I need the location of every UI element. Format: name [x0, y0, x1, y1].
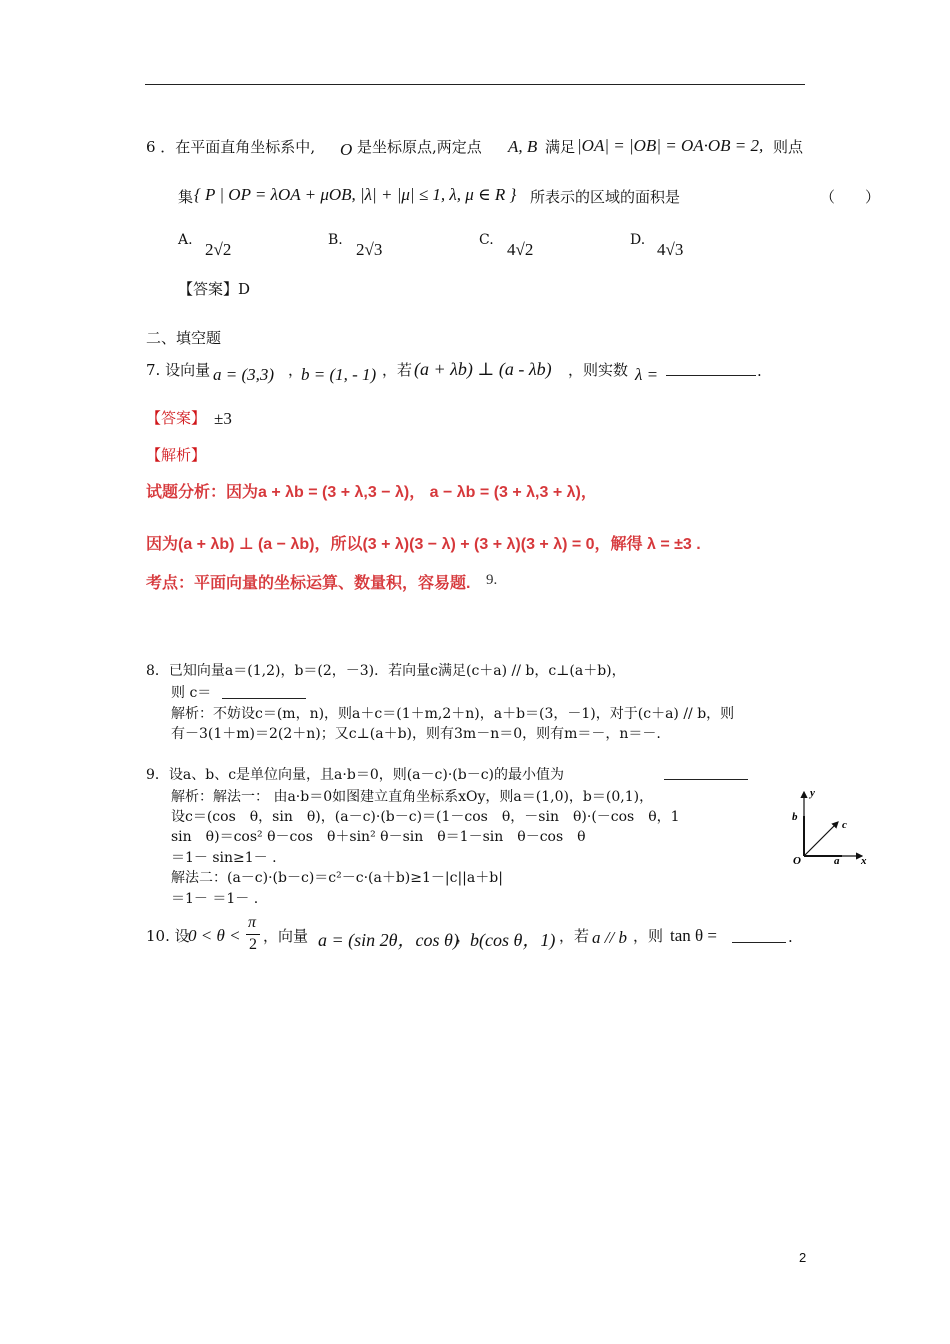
page-number: 2 — [799, 1250, 807, 1265]
q7-analysis-line-1: 试题分析：因为a + λb = (3 + λ,3 − λ)， a − λb = (3 + λ,3 + λ)， — [146, 484, 597, 501]
q10-two: 2 — [249, 936, 257, 953]
q6-answer: 【答案】D — [178, 280, 251, 298]
q9-answer-blank — [664, 778, 748, 780]
q6-option-c-value: 4√2 — [507, 240, 534, 259]
vector-c-arrow — [804, 822, 838, 856]
q10-tan: tan θ = — [670, 926, 717, 945]
q7-vector-b: b = (1, - 1) — [301, 365, 377, 384]
q8-line-4: 有－3(1＋m)＝2(2＋n)；又c⊥(a＋b)，则有3m－n＝0，则有m＝－，n＝－. — [171, 726, 661, 742]
q10-range: 0 < θ < — [188, 926, 241, 945]
q7-vector-a: a = (3,3) — [213, 365, 275, 384]
fig-label-y: y — [810, 787, 815, 799]
q10-period: . — [788, 928, 793, 946]
q7-answer-label: 【答案】 — [146, 409, 207, 427]
q7-analysis-line-3: 考点：平面向量的坐标运算、数量积，容易题. — [146, 575, 471, 592]
q9-line-6: 解法二：(a－c)·(b－c)＝c²－c·(a＋b)≥1－|c||a＋b| — [171, 870, 503, 886]
q6-text-4: 则点 — [773, 138, 804, 156]
q10-fraction-bar — [246, 934, 260, 935]
q7-analysis-label: 【解析】 — [146, 446, 207, 464]
q9-line-3: 设c＝(cos θ，sin θ)，(a－c)·(b－c)＝(1－cos θ，－sin θ)·(－cos θ，1 — [171, 809, 680, 825]
q7-analysis-tail: 9. — [486, 572, 498, 588]
header-rule — [145, 84, 805, 85]
fig-label-a: a — [834, 855, 840, 866]
q7-text-2: ，若 — [382, 361, 413, 379]
section-2-heading: 二、填空题 — [146, 329, 222, 347]
q7-condition: (a + λb) ⊥ (a - λb) — [414, 359, 552, 379]
q6-set: { P | OP = λOA + μOB, |λ| + |μ| ≤ 1, λ, μ ∈ R } — [194, 185, 517, 204]
q9-line-4: sin θ)＝cos² θ－cos θ＋sin² θ－sin θ＝1－sin θ－cos θ — [171, 829, 586, 845]
q10-vector-b: b(cos θ，1) — [470, 930, 556, 950]
q10-text-2: ，向量 — [263, 927, 309, 945]
q8-line-1: 8．已知向量a＝(1,2)，b＝(2，－3)．若向量c满足(c＋a) // b，c⊥(a＋b)， — [146, 663, 626, 679]
q6-option-b-label: B. — [328, 232, 343, 248]
q6-text-5: 集 — [178, 188, 194, 206]
q10-comma: ， — [456, 927, 472, 945]
q6-text-2: 是坐标原点,两定点 — [357, 138, 482, 156]
q7-text-3: ，则实数 — [568, 361, 629, 379]
q6-option-b-value: 2√3 — [356, 240, 383, 259]
q7-lambda: λ = — [635, 365, 659, 384]
q7-answer-blank — [666, 374, 756, 376]
q7-answer-value: ±3 — [214, 409, 232, 428]
fig-label-o: O — [793, 855, 801, 866]
q10-parallel: a // b — [592, 928, 627, 947]
q6-option-a-label: A. — [178, 232, 193, 248]
fig-label-c: c — [842, 819, 847, 831]
q6-points: A, B — [508, 137, 538, 156]
fig-label-x: x — [861, 855, 867, 866]
q9-line-2: 解析：解法一： 由a·b＝0如图建立直角坐标系xOy，则a＝(1,0)，b＝(0,1)， — [171, 789, 654, 805]
q7-text-1: 7. 设向量 — [146, 361, 211, 379]
q10-answer-blank — [732, 941, 786, 943]
q10-text-4: ，则 — [633, 927, 664, 945]
q10-vector-a: a = (sin 2θ，cos θ) — [318, 930, 459, 950]
q9-line-1: 9．设a、b、c是单位向量，且a·b＝0，则(a－c)·(b－c)的最小值为 — [146, 767, 565, 783]
q6-origin: O — [340, 140, 353, 159]
q6-text-6: 所表示的区域的面积是 — [530, 188, 681, 206]
fig-label-b: b — [792, 811, 798, 823]
q9-line-5: ＝1－ sin≥1－ . — [171, 850, 277, 866]
q10-text-1: 10. 设 — [146, 927, 190, 945]
q7-period: . — [757, 362, 762, 380]
q10-text-3: ，若 — [559, 927, 590, 945]
q6-text-1: 6 ．在平面直角坐标系中, — [146, 138, 316, 156]
q7-comma: ， — [288, 361, 304, 379]
q6-paren: （ ） — [820, 188, 881, 206]
q6-option-d-label: D. — [630, 232, 646, 248]
q6-option-c-label: C. — [479, 232, 494, 248]
q6-option-d-value: 4√3 — [657, 240, 684, 259]
q8-line-2: 则 c＝ — [171, 685, 212, 701]
q8-line-3: 解析：不妨设c＝(m，n)，则a＋c＝(1＋m,2＋n)，a＋b＝(3，－1)，对于(c＋a) // b，则 — [171, 706, 735, 722]
q6-condition: |OA| = |OB| = OA·OB = 2, — [577, 136, 764, 155]
q9-line-7: ＝1－ ＝1－ . — [171, 891, 259, 907]
q6-option-a-value: 2√2 — [205, 240, 232, 259]
q10-pi: π — [248, 914, 257, 931]
q7-analysis-line-2: 因为(a + λb) ⊥ (a − λb)，所以(3 + λ)(3 − λ) + (3 + λ)(3 + λ) = 0，解得 λ = ±3 . — [146, 536, 701, 553]
q8-answer-blank — [222, 697, 306, 699]
q6-text-3: 满足 — [545, 138, 576, 156]
coordinate-figure — [790, 784, 870, 866]
